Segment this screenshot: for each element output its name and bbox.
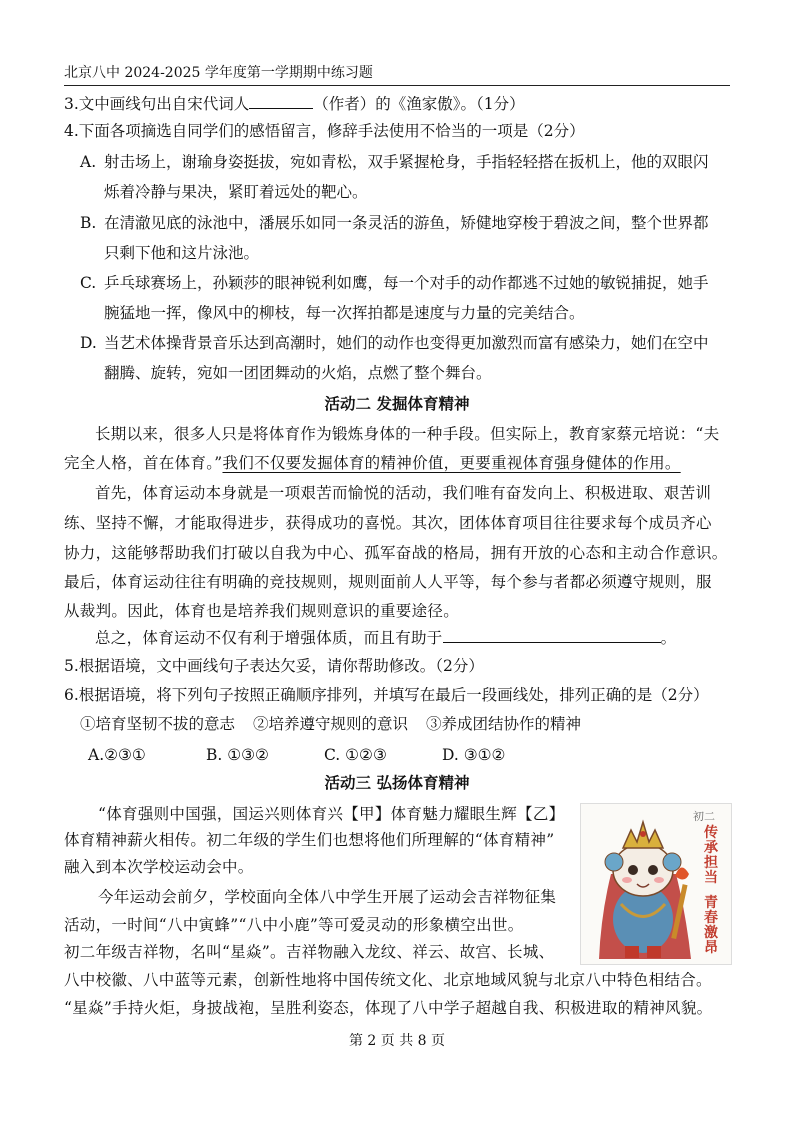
q6-item-2: ②培养遵守规则的意识 xyxy=(253,715,409,733)
activity-3-line-8: “星焱”手持火炬，身披战袍，呈胜利姿态，体现了八中学子超越自我、积极进取的精神风貌。 xyxy=(64,999,713,1017)
activity-2-title: 活动二 发掘体育精神 xyxy=(324,394,470,413)
q6-item-3: ③养成团结协作的精神 xyxy=(426,715,582,733)
activity-3-line-3: 融入到本次学校运动会中。 xyxy=(64,858,254,876)
q4-option-c-cont: 腕猛地一挥，像风中的柳枝，每一次挥拍都是速度与力量的完美结合。 xyxy=(104,304,585,322)
activity-3-line-2: 体育精神薪火相传。初二年级的学生们也想将他们所理解的“体育精神” xyxy=(64,831,555,849)
q4-option-a: A. 射击场上，谢瑜身姿挺拔，宛如青松，双手紧握枪身，手指轻轻搭在扳机上，他的双眼闪 xyxy=(80,153,709,171)
activity-2-para-2-line-4: 最后，体育运动往往有明确的竞技规则，规则面前人人平等，每个参与者都必须遵守规则，服 xyxy=(64,573,712,591)
activity-2-para-3: 总之，体育运动不仅有利于增强体质，而且有助于 。 xyxy=(64,626,730,649)
activity-3-line-6: 初二年级吉祥物，名叫“星焱”。吉祥物融入龙纹、祥云、故宫、长城、 xyxy=(64,943,555,961)
q4-option-b: B. 在清澈见底的泳池中，潘展乐如同一条灵活的游鱼，矫健地穿梭于碧波之间，整个世界都 xyxy=(80,214,709,232)
q3-answer-blank[interactable] xyxy=(249,92,313,109)
underlined-sentence: 我们不仅要发掘体育的精神价值，更要重视体育强身健体的作用。 xyxy=(222,454,681,472)
mascot-illustration xyxy=(580,803,732,965)
page-footer: 第 2 页 共 8 页 xyxy=(348,1033,446,1049)
q6-items xyxy=(80,713,730,735)
mascot-grade-label: 初二 xyxy=(693,810,715,823)
q4-option-d: D. 当艺术体操背景音乐达到高潮时，她们的动作也变得更加激烈而富有感染力，她们在空中 xyxy=(80,334,709,352)
q3-text-pre: 3.文中画线句出自宋代词人 xyxy=(64,95,250,113)
question-3 xyxy=(64,92,730,115)
page-header: 北京八中 2024-2025 学年度第一学期期中练习题 xyxy=(64,63,730,86)
q6-choices xyxy=(88,744,730,766)
activity-2-para-1-line-2: 完全人格，首在体育。”我们不仅要发掘体育的精神价值，更要重视体育强身健体的作用。 xyxy=(64,454,681,472)
q6-choice-c[interactable]: C. ①②③ xyxy=(324,746,387,764)
activity-3-line-1: “体育强则中国强，国运兴则体育兴【甲】体育魅力耀眼生辉【乙】 xyxy=(98,805,565,823)
activity-2-para-2-line-3: 协力，这能够帮助我们打破以自我为中心、孤军奋战的格局，拥有开放的心态和主动合作意识。 xyxy=(64,544,728,562)
activity-3-line-4: 今年运动会前夕，学校面向全体八中学生开展了运动会吉祥物征集 xyxy=(98,888,557,906)
q6-choice-a[interactable]: A.②③① xyxy=(88,746,146,764)
q6-item-1: ①培育坚韧不拔的意志 xyxy=(80,715,236,733)
activity-2-para-2-line-2: 练、坚持不懈，才能取得进步，获得成功的喜悦。其次，团体体育项目往往要求每个成员齐心 xyxy=(64,514,712,532)
mascot-slogan-2: 青春激昂 xyxy=(704,895,718,956)
q4-option-a-cont: 烁着冷静与果决，紧盯着远处的靶心。 xyxy=(104,183,368,201)
question-4-stem: 4.下面各项摘选自同学们的感悟留言，修辞手法使用不恰当的一项是（2分） xyxy=(64,122,585,140)
q4-option-b-cont: 只剩下他和这片泳池。 xyxy=(104,244,260,262)
activity-3-title: 活动三 弘扬体育精神 xyxy=(324,773,470,792)
q6-choice-b[interactable]: B. ①③② xyxy=(206,746,269,764)
conclusion-answer-blank[interactable] xyxy=(443,626,661,643)
activity-3-line-5: 活动，一时间“八中寅蜂”“八中小鹿”等可爱灵动的形象横空出世。 xyxy=(64,916,524,934)
activity-2-para-2-line-1: 首先，体育运动本身就是一项艰苦而愉悦的活动，我们唯有奋发向上、积极进取、艰苦训 xyxy=(95,484,712,502)
activity-2-para-1-line-1: 长期以来，很多人只是将体育作为锻炼身体的一种手段。但实际上，教育家蔡元培说：“夫 xyxy=(95,425,720,443)
q3-text-post: （作者）的《渔家傲》。（1分） xyxy=(313,95,525,113)
q6-choice-d[interactable]: D. ③①② xyxy=(442,746,506,764)
mascot-slogan-1: 传承担当 xyxy=(704,825,718,886)
question-5: 5.根据语境，文中画线句子表达欠妥，请你帮助修改。（2分） xyxy=(64,657,484,675)
q4-option-d-cont: 翻腾、旋转，宛如一团团舞动的火焰，点燃了整个舞台。 xyxy=(104,364,492,382)
activity-3-line-7: 八中校徽、八中蓝等元素，创新性地将中国传统文化、北京地域风貌与北京八中特色相结合。 xyxy=(64,971,712,989)
activity-2-para-2-line-5: 从裁判。因此，体育也是培养我们规则意识的重要途径。 xyxy=(64,602,460,620)
question-6-stem: 6.根据语境，将下列句子按照正确顺序排列，并填写在最后一段画线处，排列正确的是（2分） xyxy=(64,686,709,704)
q4-option-c: C. 乒乓球赛场上，孙颖莎的眼神锐利如鹰，每一个对手的动作都逃不过她的敏锐捕捉，她手 xyxy=(80,274,709,292)
